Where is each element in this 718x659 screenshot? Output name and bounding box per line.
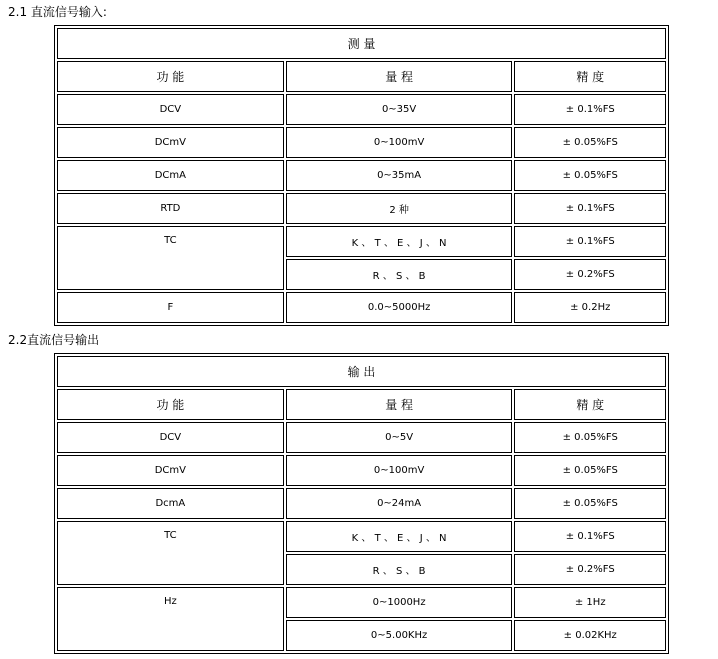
range-cell: R 、 S 、 B (286, 259, 513, 290)
accuracy-cell: ± 0.05%FS (514, 455, 666, 486)
accuracy-cell: ± 0.2%FS (514, 554, 666, 585)
function-cell: DcmA (57, 488, 284, 519)
section-heading-output: 2.2直流信号输出 (8, 333, 100, 347)
accuracy-cell: ± 1Hz (514, 587, 666, 618)
range-cell: 0~24mA (286, 488, 513, 519)
accuracy-cell: ± 0.1%FS (514, 521, 666, 552)
header-row (57, 389, 666, 420)
function-cell: F (57, 292, 284, 323)
range-cell: K 、 T 、 E 、 J 、 N (286, 521, 513, 552)
table-row (57, 422, 666, 453)
range-cell: 0~35V (286, 94, 513, 125)
accuracy-cell: ± 0.1%FS (514, 94, 666, 125)
accuracy-cell: ± 0.1%FS (514, 226, 666, 257)
function-cell: DCmA (57, 160, 284, 191)
range-cell: R 、 S 、 B (286, 554, 513, 585)
range-cell: 0~1000Hz (286, 587, 513, 618)
range-cell: 0~5.00KHz (286, 620, 513, 651)
output-spec-table (54, 353, 669, 654)
table-row (57, 127, 666, 158)
function-cell: DCV (57, 422, 284, 453)
table-row (57, 226, 666, 257)
table-row (57, 160, 666, 191)
range-cell: 0.0~5000Hz (286, 292, 513, 323)
table-row (57, 521, 666, 552)
function-cell: Hz (57, 587, 284, 651)
function-cell: DCV (57, 94, 284, 125)
column-header-range: 量 程 (286, 389, 513, 420)
accuracy-cell: ± 0.05%FS (514, 488, 666, 519)
range-cell: 0~5V (286, 422, 513, 453)
function-cell: RTD (57, 193, 284, 224)
function-cell: DCmV (57, 127, 284, 158)
table-row (57, 455, 666, 486)
accuracy-cell: ± 0.02KHz (514, 620, 666, 651)
accuracy-cell: ± 0.05%FS (514, 127, 666, 158)
column-header-accuracy: 精 度 (514, 389, 666, 420)
range-cell: 0~100mV (286, 455, 513, 486)
accuracy-cell: ± 0.2%FS (514, 259, 666, 290)
table-caption: 输 出 (57, 356, 666, 387)
accuracy-cell: ± 0.05%FS (514, 422, 666, 453)
table-row (57, 292, 666, 323)
table-row (57, 94, 666, 125)
table-row (57, 193, 666, 224)
column-header-function: 功 能 (57, 61, 284, 92)
range-cell: 0~100mV (286, 127, 513, 158)
function-cell: TC (57, 226, 284, 290)
table-caption: 测 量 (57, 28, 666, 59)
section-heading-input: 2.1 直流信号输入: (8, 5, 107, 19)
table-row (57, 488, 666, 519)
range-cell: K 、 T 、 E 、 J 、 N (286, 226, 513, 257)
column-header-accuracy: 精 度 (514, 61, 666, 92)
input-spec-table (54, 25, 669, 326)
range-cell: 2 种 (286, 193, 513, 224)
accuracy-cell: ± 0.05%FS (514, 160, 666, 191)
accuracy-cell: ± 0.2Hz (514, 292, 666, 323)
accuracy-cell: ± 0.1%FS (514, 193, 666, 224)
header-row (57, 61, 666, 92)
column-header-range: 量 程 (286, 61, 513, 92)
table-row (57, 587, 666, 618)
column-header-function: 功 能 (57, 389, 284, 420)
function-cell: DCmV (57, 455, 284, 486)
range-cell: 0~35mA (286, 160, 513, 191)
function-cell: TC (57, 521, 284, 585)
